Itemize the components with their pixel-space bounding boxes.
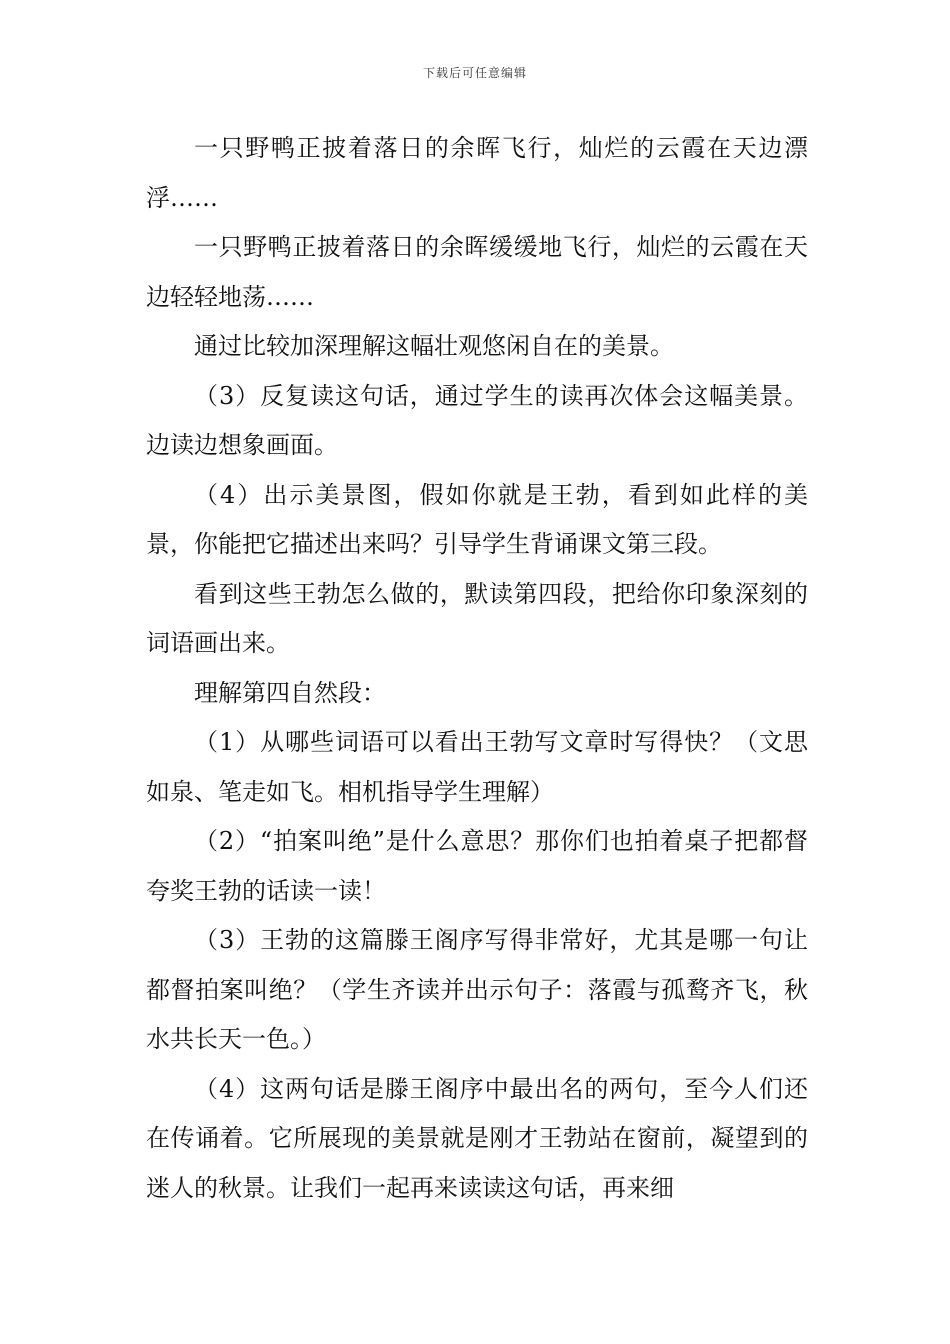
document-body — [146, 124, 808, 1213]
paragraph-8: （1）从哪些词语可以看出王勃写文章时写得快？（文思如泉、笔走如飞。相机指导学生理解） — [146, 728, 808, 806]
paragraph-6: 看到这些王勃怎么做的，默读第四段，把给你印象深刻的词语画出来。 — [146, 579, 808, 657]
page-header-note: 下载后可任意编辑 — [422, 66, 527, 80]
paragraph-1: 一只野鸭正披着落日的余晖飞行，灿烂的云霞在天边漂浮…… — [146, 134, 808, 212]
paragraph-5: （4）出示美景图，假如你就是王勃，看到如此样的美景，你能把它描述出来吗？引导学生背诵课文第三段。 — [146, 480, 808, 558]
paragraph-7: 理解第四自然段： — [194, 678, 386, 707]
paragraph-11: （4）这两句话是滕王阁序中最出名的两句，至今人们还在传诵着。它所展现的美景就是刚才王勃站在窗前，凝望到的迷人的秋景。让我们一起再来读读这句话，再来细 — [146, 1074, 808, 1202]
paragraph-2: 一只野鸭正披着落日的余晖缓缓地飞行，灿烂的云霞在天边轻轻地荡…… — [146, 233, 808, 311]
paragraph-9: （2）“拍案叫绝”是什么意思？那你们也拍着桌子把都督夸奖王勃的话读一读！ — [146, 827, 808, 905]
paragraph-4: （3）反复读这句话，通过学生的读再次体会这幅美景。边读边想象画面。 — [146, 381, 808, 459]
paragraph-3: 通过比较加深理解这幅壮观悠闲自在的美景。 — [194, 332, 674, 360]
paragraph-10: （3）王勃的这篇滕王阁序写得非常好，尤其是哪一句让都督拍案叫绝？（学生齐读并出示句子：落霞与孤鹜齐飞，秋水共长天一色。） — [146, 926, 808, 1053]
